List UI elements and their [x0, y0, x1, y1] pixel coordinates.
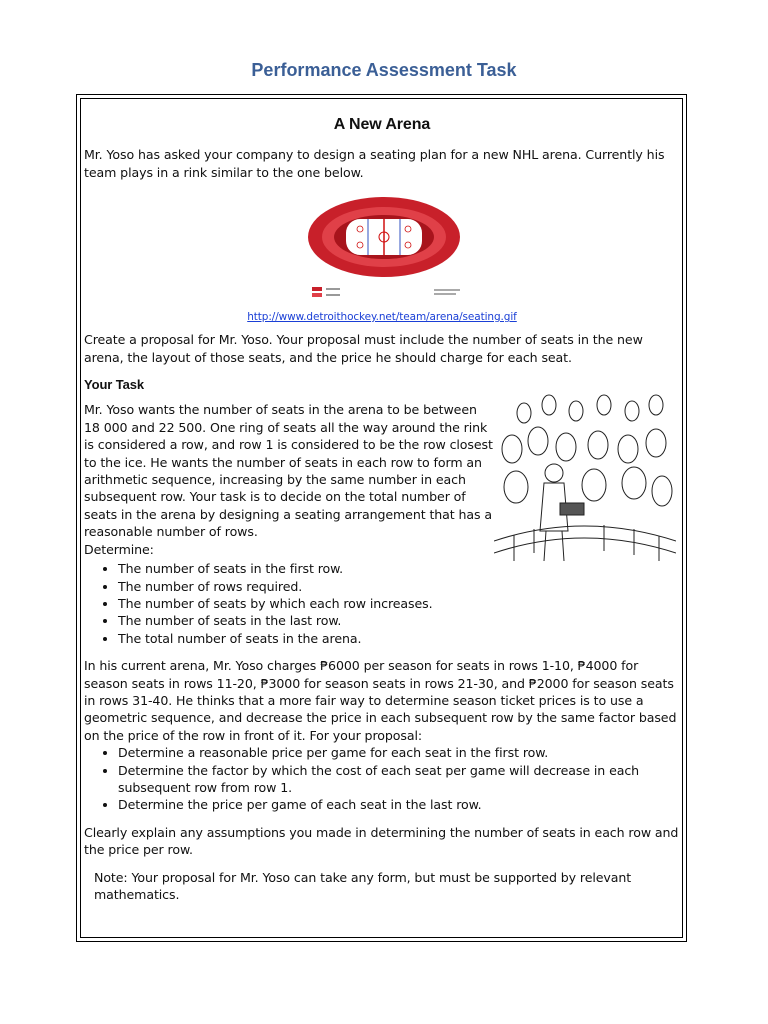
pricing-paragraph: In his current arena, Mr. Yoso charges ₱6000 per season for seats in rows 1-10, ₱4000 for season seats in rows 11-20, ₱3000 for season seats in rows 21-30, and ₱2000 for season seats in rows 31-40. He thinks that a more fair way to determine season ticket prices is to use a geometric sequence, and decrease the price in each subsequent row by the same factor based on the price of the row in front of it. For your proposal: — [84, 658, 677, 743]
rink-figure — [84, 181, 680, 331]
task-section — [84, 401, 680, 540]
task-title: A New Arena — [333, 116, 431, 133]
page-title: Performance Assessment Task — [251, 60, 517, 80]
proposal-list — [84, 744, 680, 814]
determine-label: Determine: — [84, 541, 154, 557]
proposal-paragraph: Create a proposal for Mr. Yoso. Your proposal must include the number of seats in the new arena, the layout of those seats, and the price he should charge for each seat. — [84, 332, 643, 365]
intro-paragraph: Mr. Yoso has asked your company to design a seating plan for a new NHL arena. Currently his team plays in a rink similar to the one below. — [84, 147, 665, 180]
fans-cartoon-image — [494, 391, 676, 591]
list-item: • The number of rows required. — [118, 578, 680, 595]
list-item: • The number of seats by which each row increases. — [118, 595, 680, 612]
rink-source-link[interactable]: http://www.detroithockey.net/team/arena/seating.gif — [247, 311, 517, 324]
rink-seating-image — [306, 195, 470, 305]
list-item: • Determine the factor by which the cost of each seat per game will decrease in each subsequent row from row 1. — [118, 762, 680, 797]
list-item: • Determine a reasonable price per game for each seat in the first row. — [118, 744, 680, 761]
list-item: • The number of seats in the last row. — [118, 612, 680, 629]
your-task-heading: Your Task — [84, 377, 145, 393]
task-content — [84, 108, 680, 903]
assumptions-paragraph: Clearly explain any assumptions you made in determining the number of seats in each row and the price per row. — [84, 824, 679, 858]
note-paragraph: Note: Your proposal for Mr. Yoso can take any form, but must be supported by relevant mathematics. — [94, 869, 632, 902]
list-item: • The total number of seats in the arena. — [118, 630, 680, 647]
task-paragraph: Mr. Yoso wants the number of seats in the arena to be between 18 000 and 22 500. One ring of seats all the way around the rink is considered a row, and row 1 is considered to be the row closest to the ice. He wants the number of seats in each row to form an arithmetic sequence, increasing by the same number in each subsequent row. Your task is to decide on the total number of seats in the arena by designing a seating arrangement that has a reasonable number of rows. — [84, 402, 493, 540]
list-item: • Determine the price per game of each seat in the last row. — [118, 796, 680, 813]
list-item: • The number of seats in the first row. — [118, 560, 680, 577]
